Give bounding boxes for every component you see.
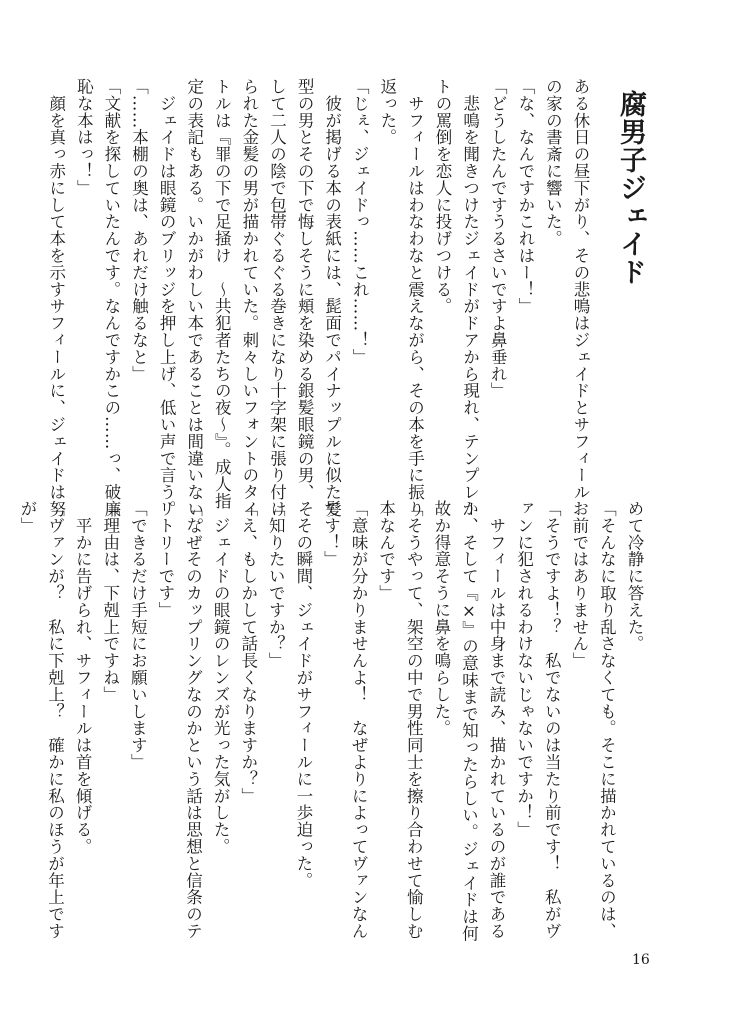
text-line: 返った。 [377, 78, 397, 146]
text-block-top [46, 78, 594, 535]
text-line: 「ヴァンが？ 私に下剋上？ 確かに私のほうが年上です [45, 500, 65, 940]
text-line: 本なんです」 [376, 500, 396, 602]
text-line: 恥な本はっ！」 [74, 78, 94, 197]
text-line: お前ではありません」 [569, 500, 589, 669]
text-line: の家の書斎に響いた。 [543, 78, 563, 247]
text-line: 「できるだけ手短にお願いします」 [128, 500, 148, 771]
page-number: 16 [632, 952, 650, 968]
text-line: です！」 [321, 500, 341, 568]
text-line: が」 [17, 500, 37, 534]
text-line: トの罵倒を恋人に投げつける。 [433, 78, 453, 315]
text-block-bottom [17, 500, 648, 942]
text-line: 「……本棚の奥は、あれだけ触るなと」 [129, 78, 149, 383]
text-line: 型の男とその下で悔しそうに頬を染める銀髪眼鏡の男、そ [295, 78, 315, 518]
text-line: 「そんなに取り乱さなくても。そこに描かれているのは、 [597, 500, 617, 940]
text-line: ジェイドは眼鏡のブリッジを押し上げ、低い声で言う。 [157, 78, 177, 518]
text-line: 「意味が分かりませんよ！ なぜよりによってヴァンなん [349, 500, 369, 940]
text-line: めて冷静に答えた。 [625, 500, 644, 653]
text-line: トルは『罪の下で足掻け ～共犯者たちの夜～』。成人指 [212, 78, 232, 510]
text-line: 「そうですよ！？ 私でないのは当たり前です！ 私がヴ [542, 500, 562, 940]
text-line: して二人の陰で包帯ぐるぐる巻きになり十字架に張り付け [267, 78, 287, 518]
text-line: 「なぜそのカップリングなのかという話は思想と信条のテ [183, 500, 203, 940]
chapter-title: 腐男子ジェイド [615, 90, 646, 286]
text-line: 顔を真っ赤にして本を示すサフィールに、ジェイドは努 [46, 78, 66, 518]
text-line: 「理由は、下剋上ですね」 [100, 500, 120, 703]
text-line: ァンに犯されるわけないじゃないですか！」 [514, 500, 534, 838]
text-line: 彼が掲げる本の表紙には、髭面でパイナップルに似た髪 [322, 78, 342, 518]
text-line: サフィールはわなわなと震えながら、その本を手に振り [405, 78, 425, 518]
text-line: 「文献を探していたんです。なんですかこの……っ、破廉 [101, 78, 121, 518]
text-line: ジェイドの眼鏡のレンズが光った気がした。 [211, 500, 231, 855]
text-line: 「え、もしかして話長くなりますか？」 [238, 500, 258, 805]
text-line: 「そうやって、架空の中で男性同士を擦り合わせて愉しむ [404, 500, 424, 940]
text-line: か、そして『×』の意味まで知ったらしい。ジェイドは何 [459, 500, 479, 942]
text-line: サフィールは中身まで読み、描かれているのが誰である [487, 500, 507, 940]
text-line: 「どうしたんですうるさいですよ鼻垂れ」 [488, 78, 508, 400]
text-line: られた金髪の男が描かれていた。刺々しいフォントのタイ [239, 78, 259, 518]
text-line: 「知りたいですか？」 [266, 500, 286, 669]
text-line: リトリーです」 [155, 500, 175, 619]
text-line: 悲鳴を聞きつけたジェイドがドアから現れ、テンプレー [460, 78, 480, 518]
text-line: 平かに告げられ、サフィールは首を傾げる。 [73, 500, 93, 855]
text-line: その瞬間、ジェイドがサフィールに一歩迫った。 [293, 500, 313, 889]
text-line: 「な、なんですかこれはー！」 [515, 78, 535, 315]
text-line: ある休日の昼下がり、その悲鳴はジェイドとサフィール [571, 78, 590, 501]
text-line: 定の表記もある。いかがわしい本であることは間違いない。 [184, 78, 204, 535]
text-line: 故か得意そうに鼻を鳴らした。 [431, 500, 451, 737]
text-line: 「じぇ、ジェイドっ……これ……！」 [350, 78, 370, 366]
